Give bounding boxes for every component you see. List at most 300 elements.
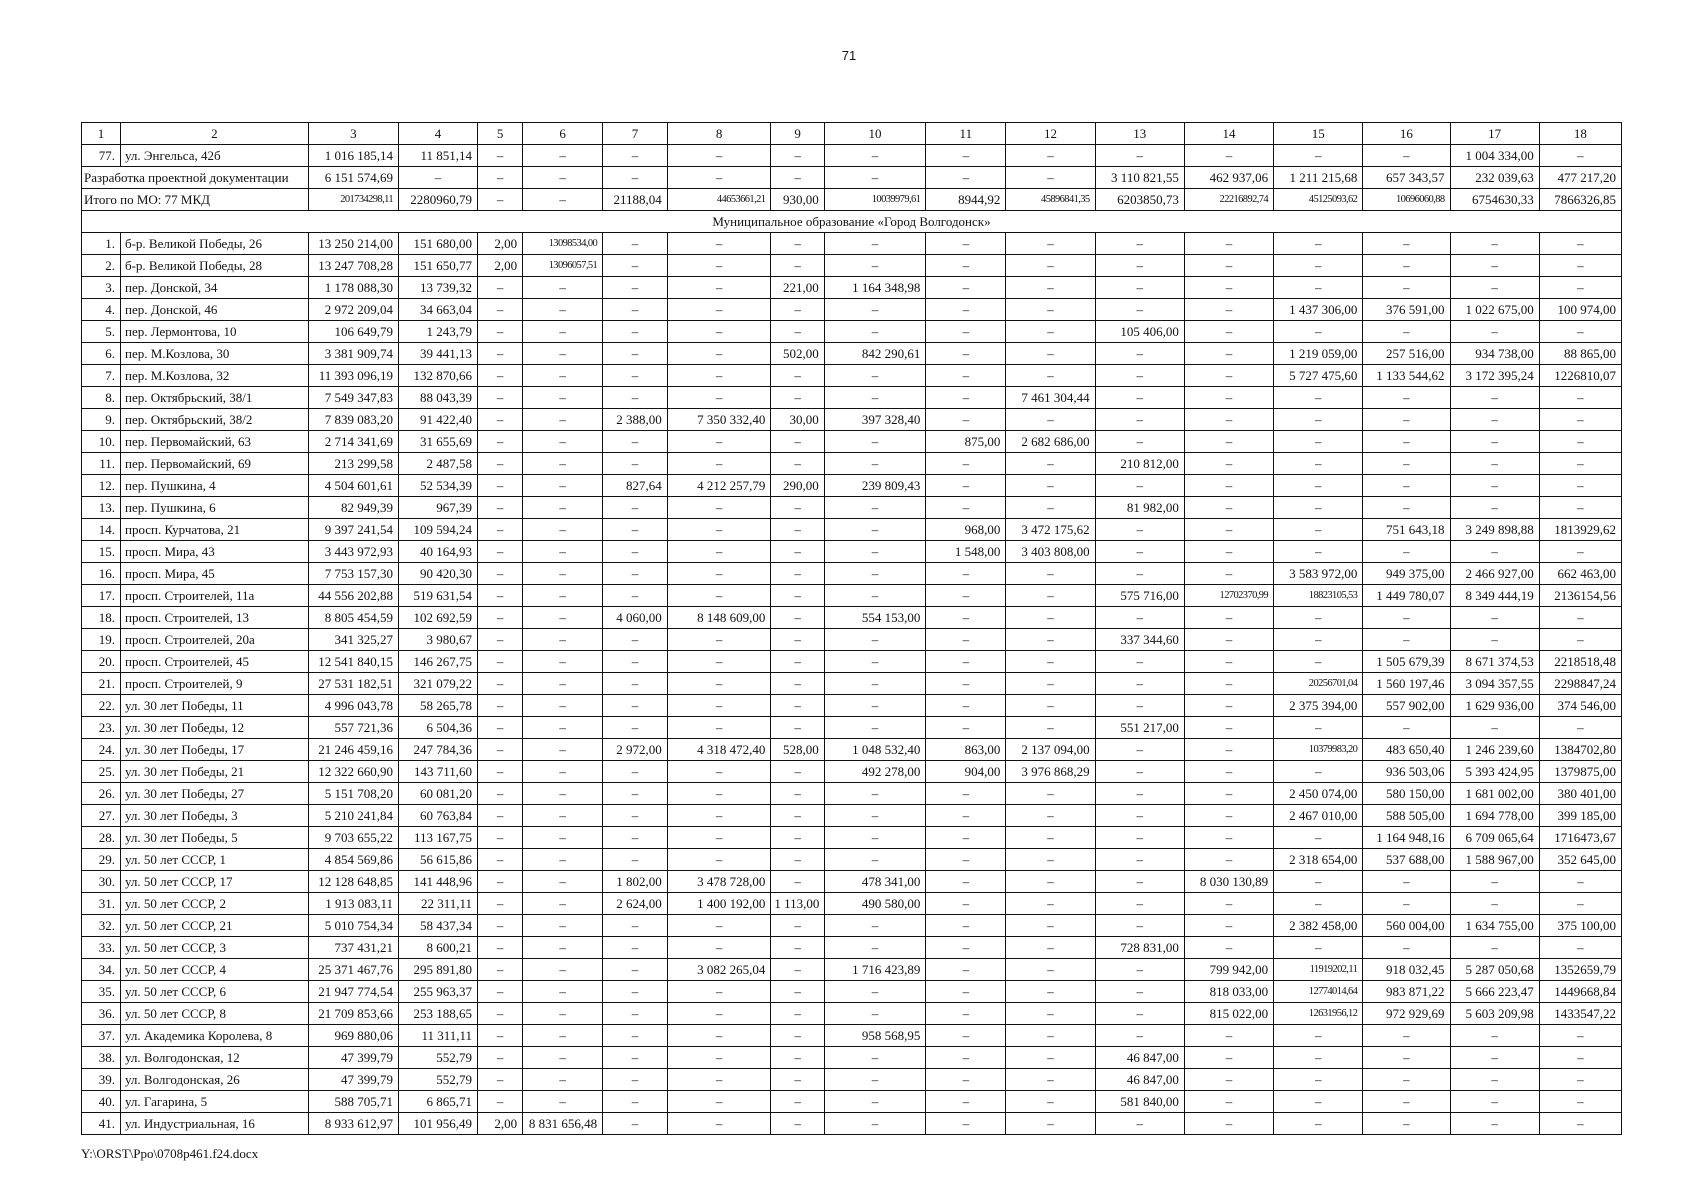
cell-col-14: – bbox=[1184, 453, 1273, 475]
cell-col-18: – bbox=[1539, 1091, 1621, 1113]
cell-col-10: 490 580,00 bbox=[824, 893, 926, 915]
cell-col-5: 2,00 bbox=[478, 233, 523, 255]
cell-col-14: – bbox=[1184, 937, 1273, 959]
cell-col-13: – bbox=[1095, 431, 1184, 453]
cell-col-15: 12631956,12 bbox=[1274, 1003, 1363, 1025]
cell-col-14: – bbox=[1184, 1113, 1273, 1135]
cell-col-4: 519 631,54 bbox=[399, 585, 478, 607]
cell-col-9: 1 113,00 bbox=[771, 893, 824, 915]
cell-col-15: 10379983,20 bbox=[1274, 739, 1363, 761]
cell-col-15: 2 318 654,00 bbox=[1274, 849, 1363, 871]
cell-col-16: 983 871,22 bbox=[1363, 981, 1450, 1003]
cell-col-17: 5 393 424,95 bbox=[1450, 761, 1539, 783]
cell-col-15: – bbox=[1274, 321, 1363, 343]
cell-col-18: – bbox=[1539, 717, 1621, 739]
cell-col-18: 374 546,00 bbox=[1539, 695, 1621, 717]
cell-col-6: – bbox=[523, 365, 603, 387]
cell-col-8: 3 082 265,04 bbox=[667, 959, 771, 981]
header-row bbox=[82, 123, 1622, 145]
row-address: ул. 50 лет СССР, 17 bbox=[120, 871, 308, 893]
cell-col-4: 11 851,14 bbox=[399, 145, 478, 167]
row-address: ул. 30 лет Победы, 21 bbox=[120, 761, 308, 783]
cell-col-14: – bbox=[1184, 849, 1273, 871]
cell-col-8: – bbox=[667, 343, 771, 365]
cell-col-14: – bbox=[1184, 1025, 1273, 1047]
cell-col-4: 102 692,59 bbox=[399, 607, 478, 629]
cell-col-8: – bbox=[667, 673, 771, 695]
cell-col-9: – bbox=[771, 1113, 824, 1135]
row-index: 33. bbox=[82, 937, 121, 959]
row-address: просп. Мира, 43 bbox=[120, 541, 308, 563]
cell-col-17: – bbox=[1450, 409, 1539, 431]
cell-col-5: – bbox=[478, 695, 523, 717]
cell-col-4: 91 422,40 bbox=[399, 409, 478, 431]
cell-col-17: – bbox=[1450, 1113, 1539, 1135]
cell-col-8: – bbox=[667, 651, 771, 673]
cell-col-15: 5 727 475,60 bbox=[1274, 365, 1363, 387]
cell-col-16: 557 902,00 bbox=[1363, 695, 1450, 717]
cell-col-15: – bbox=[1274, 519, 1363, 541]
row-address: ул. 50 лет СССР, 21 bbox=[120, 915, 308, 937]
cell-col-10: 1 164 348,98 bbox=[824, 277, 926, 299]
row-index: 26. bbox=[82, 783, 121, 805]
cell-col-12: – bbox=[1006, 277, 1095, 299]
cell-col-5: – bbox=[478, 1025, 523, 1047]
cell-col-14: – bbox=[1184, 541, 1273, 563]
cell-col-4: 143 711,60 bbox=[399, 761, 478, 783]
cell-col-13: – bbox=[1095, 365, 1184, 387]
cell-col-9: – bbox=[771, 431, 824, 453]
cell-col-4: 6 865,71 bbox=[399, 1091, 478, 1113]
table-row bbox=[82, 871, 1622, 893]
cell-col-17: – bbox=[1450, 453, 1539, 475]
header-col-5: 5 bbox=[478, 123, 523, 145]
cell-col-15: – bbox=[1274, 277, 1363, 299]
cell-col-7: – bbox=[603, 321, 668, 343]
cell-col-3: 7 753 157,30 bbox=[308, 563, 398, 585]
cell-col-10: – bbox=[824, 453, 926, 475]
cell-col-17: 3 249 898,88 bbox=[1450, 519, 1539, 541]
cell-col-14: – bbox=[1184, 607, 1273, 629]
cell-col-8: – bbox=[667, 277, 771, 299]
cell-col-16: – bbox=[1363, 937, 1450, 959]
cell-col-12: – bbox=[1006, 871, 1095, 893]
cell-col-12: – bbox=[1006, 585, 1095, 607]
cell-col-8: – bbox=[667, 783, 771, 805]
design-row-label: Разработка проектной документации bbox=[82, 167, 309, 189]
table-row bbox=[82, 849, 1622, 871]
cell-col-9: – bbox=[771, 651, 824, 673]
cell-col-10: – bbox=[824, 629, 926, 651]
row-address: ул. 50 лет СССР, 3 bbox=[120, 937, 308, 959]
cell-col-15: – bbox=[1274, 233, 1363, 255]
cell-col-9: – bbox=[771, 717, 824, 739]
row-index: 6. bbox=[82, 343, 121, 365]
cell-col-7: – bbox=[603, 453, 668, 475]
cell-col-5: – bbox=[478, 871, 523, 893]
cell-col-4: 101 956,49 bbox=[399, 1113, 478, 1135]
cell-col-4: 146 267,75 bbox=[399, 651, 478, 673]
cell-col-10: – bbox=[824, 915, 926, 937]
cell-col-9: – bbox=[771, 167, 824, 189]
cell-col-11: – bbox=[926, 893, 1006, 915]
capital-repair-table bbox=[81, 122, 1622, 1135]
cell-col-8: – bbox=[667, 321, 771, 343]
table-row bbox=[82, 431, 1622, 453]
cell-col-15: – bbox=[1274, 145, 1363, 167]
row-address: пер. Донской, 34 bbox=[120, 277, 308, 299]
cell-col-9: – bbox=[771, 299, 824, 321]
cell-col-10: – bbox=[824, 519, 926, 541]
table-row bbox=[82, 453, 1622, 475]
cell-col-18: 352 645,00 bbox=[1539, 849, 1621, 871]
cell-col-11: – bbox=[926, 233, 1006, 255]
cell-col-15: – bbox=[1274, 717, 1363, 739]
cell-col-5: – bbox=[478, 145, 523, 167]
cell-col-13: – bbox=[1095, 387, 1184, 409]
cell-col-13: 728 831,00 bbox=[1095, 937, 1184, 959]
cell-col-6: – bbox=[523, 1091, 603, 1113]
cell-col-7: 21188,04 bbox=[603, 189, 668, 211]
cell-col-18: 1813929,62 bbox=[1539, 519, 1621, 541]
header-col-18: 18 bbox=[1539, 123, 1621, 145]
cell-col-5: – bbox=[478, 299, 523, 321]
cell-col-6: – bbox=[523, 1003, 603, 1025]
cell-col-3: 12 541 840,15 bbox=[308, 651, 398, 673]
cell-col-3: 213 299,58 bbox=[308, 453, 398, 475]
cell-col-14: – bbox=[1184, 783, 1273, 805]
cell-col-9: 290,00 bbox=[771, 475, 824, 497]
cell-col-18: – bbox=[1539, 871, 1621, 893]
cell-col-7: – bbox=[603, 387, 668, 409]
cell-col-4: 552,79 bbox=[399, 1069, 478, 1091]
row-address: просп. Строителей, 20а bbox=[120, 629, 308, 651]
cell-col-8: – bbox=[667, 827, 771, 849]
cell-col-16: 10696060,88 bbox=[1363, 189, 1450, 211]
cell-col-11: – bbox=[926, 299, 1006, 321]
cell-col-16: 1 164 948,16 bbox=[1363, 827, 1450, 849]
cell-col-16: – bbox=[1363, 1047, 1450, 1069]
cell-col-7: – bbox=[603, 849, 668, 871]
cell-col-11: – bbox=[926, 277, 1006, 299]
cell-col-17: – bbox=[1450, 1025, 1539, 1047]
cell-col-4: 13 739,32 bbox=[399, 277, 478, 299]
row-address: просп. Строителей, 45 bbox=[120, 651, 308, 673]
cell-col-18: – bbox=[1539, 277, 1621, 299]
row-index: 9. bbox=[82, 409, 121, 431]
cell-col-16: – bbox=[1363, 431, 1450, 453]
cell-col-3: 6 151 574,69 bbox=[308, 167, 398, 189]
cell-col-10: 958 568,95 bbox=[824, 1025, 926, 1047]
cell-col-17: – bbox=[1450, 387, 1539, 409]
cell-col-5: – bbox=[478, 717, 523, 739]
cell-col-3: 8 933 612,97 bbox=[308, 1113, 398, 1135]
cell-col-9: – bbox=[771, 607, 824, 629]
page-number: 71 bbox=[841, 48, 857, 63]
row-address: ул. 50 лет СССР, 6 bbox=[120, 981, 308, 1003]
cell-col-8: – bbox=[667, 167, 771, 189]
cell-col-9: – bbox=[771, 695, 824, 717]
cell-col-11: – bbox=[926, 563, 1006, 585]
cell-col-8: – bbox=[667, 1025, 771, 1047]
cell-col-5: – bbox=[478, 937, 523, 959]
cell-col-7: – bbox=[603, 1091, 668, 1113]
cell-col-17: – bbox=[1450, 475, 1539, 497]
header-col-1: 1 bbox=[82, 123, 121, 145]
cell-col-9: – bbox=[771, 673, 824, 695]
cell-col-6: – bbox=[523, 409, 603, 431]
row-address: ул. 30 лет Победы, 12 bbox=[120, 717, 308, 739]
cell-col-11: 863,00 bbox=[926, 739, 1006, 761]
row-address: пер. Первомайский, 63 bbox=[120, 431, 308, 453]
cell-col-18: 1379875,00 bbox=[1539, 761, 1621, 783]
cell-col-17: 1 022 675,00 bbox=[1450, 299, 1539, 321]
cell-col-11: – bbox=[926, 1025, 1006, 1047]
cell-col-18: – bbox=[1539, 1047, 1621, 1069]
cell-col-17: 934 738,00 bbox=[1450, 343, 1539, 365]
cell-col-9: 221,00 bbox=[771, 277, 824, 299]
cell-col-3: 4 854 569,86 bbox=[308, 849, 398, 871]
cell-col-11: – bbox=[926, 1047, 1006, 1069]
cell-col-12: – bbox=[1006, 321, 1095, 343]
cell-col-16: – bbox=[1363, 893, 1450, 915]
cell-col-10: – bbox=[824, 497, 926, 519]
cell-col-14: – bbox=[1184, 915, 1273, 937]
cell-col-12: 3 403 808,00 bbox=[1006, 541, 1095, 563]
row-index: 39. bbox=[82, 1069, 121, 1091]
cell-col-13: – bbox=[1095, 409, 1184, 431]
cell-col-13: – bbox=[1095, 761, 1184, 783]
row-index: 4. bbox=[82, 299, 121, 321]
row-address: пер. Октябрьский, 38/2 bbox=[120, 409, 308, 431]
cell-col-4: 2280960,79 bbox=[399, 189, 478, 211]
cell-col-10: 1 716 423,89 bbox=[824, 959, 926, 981]
cell-col-13: – bbox=[1095, 849, 1184, 871]
row-address: ул. 50 лет СССР, 2 bbox=[120, 893, 308, 915]
cell-col-6: – bbox=[523, 321, 603, 343]
cell-col-15: 20256701,04 bbox=[1274, 673, 1363, 695]
cell-col-3: 13 250 214,00 bbox=[308, 233, 398, 255]
row-index: 28. bbox=[82, 827, 121, 849]
row-index: 34. bbox=[82, 959, 121, 981]
row-index: 36. bbox=[82, 1003, 121, 1025]
cell-col-11: – bbox=[926, 695, 1006, 717]
cell-col-6: – bbox=[523, 673, 603, 695]
cell-col-11: – bbox=[926, 1091, 1006, 1113]
cell-col-12: – bbox=[1006, 1003, 1095, 1025]
cell-col-16: 376 591,00 bbox=[1363, 299, 1450, 321]
table-row bbox=[82, 497, 1622, 519]
cell-col-10: – bbox=[824, 1069, 926, 1091]
cell-col-8: – bbox=[667, 585, 771, 607]
cell-col-6: – bbox=[523, 981, 603, 1003]
cell-col-17: – bbox=[1450, 1047, 1539, 1069]
cell-col-10: – bbox=[824, 651, 926, 673]
cell-col-6: – bbox=[523, 541, 603, 563]
cell-col-17: – bbox=[1450, 607, 1539, 629]
cell-col-14: 12702370,99 bbox=[1184, 585, 1273, 607]
table-row bbox=[82, 233, 1622, 255]
cell-col-15: – bbox=[1274, 1113, 1363, 1135]
cell-col-13: – bbox=[1095, 277, 1184, 299]
table-row bbox=[82, 981, 1622, 1003]
cell-col-3: 737 431,21 bbox=[308, 937, 398, 959]
table-row bbox=[82, 629, 1622, 651]
cell-col-15: 45125093,62 bbox=[1274, 189, 1363, 211]
cell-col-6: – bbox=[523, 277, 603, 299]
cell-col-14: – bbox=[1184, 343, 1273, 365]
cell-col-14: – bbox=[1184, 299, 1273, 321]
cell-col-11: – bbox=[926, 365, 1006, 387]
cell-col-14: – bbox=[1184, 717, 1273, 739]
cell-col-13: 81 982,00 bbox=[1095, 497, 1184, 519]
cell-col-8: – bbox=[667, 717, 771, 739]
cell-col-14: 818 033,00 bbox=[1184, 981, 1273, 1003]
cell-col-4: 39 441,13 bbox=[399, 343, 478, 365]
cell-col-4: 90 420,30 bbox=[399, 563, 478, 585]
cell-col-10: – bbox=[824, 321, 926, 343]
cell-col-12: – bbox=[1006, 497, 1095, 519]
cell-col-10: – bbox=[824, 1047, 926, 1069]
cell-col-18: 1352659,79 bbox=[1539, 959, 1621, 981]
row-index: 27. bbox=[82, 805, 121, 827]
cell-col-17: 2 466 927,00 bbox=[1450, 563, 1539, 585]
cell-col-13: – bbox=[1095, 871, 1184, 893]
row-index: 18. bbox=[82, 607, 121, 629]
cell-col-11: – bbox=[926, 915, 1006, 937]
cell-col-17: 1 681 002,00 bbox=[1450, 783, 1539, 805]
cell-col-13: 105 406,00 bbox=[1095, 321, 1184, 343]
row-index: 14. bbox=[82, 519, 121, 541]
cell-col-5: – bbox=[478, 409, 523, 431]
cell-col-18: – bbox=[1539, 629, 1621, 651]
cell-col-4: 141 448,96 bbox=[399, 871, 478, 893]
cell-col-15: – bbox=[1274, 497, 1363, 519]
cell-col-16: 657 343,57 bbox=[1363, 167, 1450, 189]
table-row bbox=[82, 585, 1622, 607]
row-index: 77. bbox=[82, 145, 121, 167]
cell-col-4: 113 167,75 bbox=[399, 827, 478, 849]
cell-col-9: – bbox=[771, 321, 824, 343]
cell-col-5: – bbox=[478, 981, 523, 1003]
cell-col-13: – bbox=[1095, 145, 1184, 167]
row-index: 8. bbox=[82, 387, 121, 409]
cell-col-8: – bbox=[667, 299, 771, 321]
cell-col-17: – bbox=[1450, 717, 1539, 739]
cell-col-8: – bbox=[667, 629, 771, 651]
row-address: ул. 50 лет СССР, 8 bbox=[120, 1003, 308, 1025]
header-col-9: 9 bbox=[771, 123, 824, 145]
cell-col-7: – bbox=[603, 651, 668, 673]
cell-col-14: – bbox=[1184, 387, 1273, 409]
row-address: просп. Строителей, 13 bbox=[120, 607, 308, 629]
cell-col-6: – bbox=[523, 695, 603, 717]
cell-col-5: – bbox=[478, 827, 523, 849]
cell-col-3: 1 913 083,11 bbox=[308, 893, 398, 915]
cell-col-8: – bbox=[667, 1113, 771, 1135]
table-row bbox=[82, 1025, 1622, 1047]
cell-col-7: – bbox=[603, 827, 668, 849]
cell-col-3: 82 949,39 bbox=[308, 497, 398, 519]
cell-col-16: 560 004,00 bbox=[1363, 915, 1450, 937]
cell-col-3: 1 016 185,14 bbox=[308, 145, 398, 167]
cell-col-18: – bbox=[1539, 1069, 1621, 1091]
cell-col-17: 6754630,33 bbox=[1450, 189, 1539, 211]
cell-col-7: – bbox=[603, 343, 668, 365]
row-index: 29. bbox=[82, 849, 121, 871]
cell-col-17: 1 634 755,00 bbox=[1450, 915, 1539, 937]
cell-col-5: – bbox=[478, 893, 523, 915]
cell-col-14: – bbox=[1184, 805, 1273, 827]
cell-col-7: 2 624,00 bbox=[603, 893, 668, 915]
row-address: ул. 30 лет Победы, 11 bbox=[120, 695, 308, 717]
cell-col-7: 4 060,00 bbox=[603, 607, 668, 629]
cell-col-17: 1 588 967,00 bbox=[1450, 849, 1539, 871]
row-address: ул. Индустриальная, 16 bbox=[120, 1113, 308, 1135]
cell-col-16: 1 449 780,07 bbox=[1363, 585, 1450, 607]
row-address: ул. 30 лет Победы, 17 bbox=[120, 739, 308, 761]
table-row bbox=[82, 915, 1622, 937]
cell-col-3: 969 880,06 bbox=[308, 1025, 398, 1047]
cell-col-17: – bbox=[1450, 277, 1539, 299]
section-title: Муниципальное образование «Город Волгодонск» bbox=[82, 211, 1622, 233]
cell-col-9: – bbox=[771, 827, 824, 849]
cell-col-14: – bbox=[1184, 1091, 1273, 1113]
cell-col-9: – bbox=[771, 629, 824, 651]
cell-col-10: – bbox=[824, 585, 926, 607]
table-row bbox=[82, 321, 1622, 343]
cell-col-14: 799 942,00 bbox=[1184, 959, 1273, 981]
row-address: просп. Мира, 45 bbox=[120, 563, 308, 585]
cell-col-4: 88 043,39 bbox=[399, 387, 478, 409]
cell-col-15: 1 211 215,68 bbox=[1274, 167, 1363, 189]
row-index: 12. bbox=[82, 475, 121, 497]
cell-col-3: 21 246 459,16 bbox=[308, 739, 398, 761]
cell-col-7: – bbox=[603, 937, 668, 959]
cell-col-12: – bbox=[1006, 1069, 1095, 1091]
cell-col-12: 3 472 175,62 bbox=[1006, 519, 1095, 541]
table-row bbox=[82, 1003, 1622, 1025]
cell-col-16: – bbox=[1363, 145, 1450, 167]
cell-col-7: – bbox=[603, 1047, 668, 1069]
cell-col-18: 380 401,00 bbox=[1539, 783, 1621, 805]
cell-col-7: – bbox=[603, 959, 668, 981]
cell-col-13: – bbox=[1095, 475, 1184, 497]
cell-col-7: – bbox=[603, 717, 668, 739]
cell-col-9: – bbox=[771, 1069, 824, 1091]
cell-col-13: – bbox=[1095, 981, 1184, 1003]
cell-col-6: – bbox=[523, 519, 603, 541]
cell-col-12: – bbox=[1006, 1047, 1095, 1069]
cell-col-11: 1 548,00 bbox=[926, 541, 1006, 563]
cell-col-18: 375 100,00 bbox=[1539, 915, 1621, 937]
cell-col-17: – bbox=[1450, 1069, 1539, 1091]
cell-col-12: – bbox=[1006, 145, 1095, 167]
cell-col-12: – bbox=[1006, 783, 1095, 805]
row-index: 2. bbox=[82, 255, 121, 277]
cell-col-7: 2 972,00 bbox=[603, 739, 668, 761]
cell-col-5: 2,00 bbox=[478, 255, 523, 277]
cell-col-3: 2 714 341,69 bbox=[308, 431, 398, 453]
cell-col-17: 5 666 223,47 bbox=[1450, 981, 1539, 1003]
cell-col-17: 5 603 209,98 bbox=[1450, 1003, 1539, 1025]
table-row bbox=[82, 519, 1622, 541]
header-col-14: 14 bbox=[1184, 123, 1273, 145]
cell-col-14: 22216892,74 bbox=[1184, 189, 1273, 211]
cell-col-6: – bbox=[523, 607, 603, 629]
cell-col-18: – bbox=[1539, 453, 1621, 475]
cell-col-5: – bbox=[478, 585, 523, 607]
